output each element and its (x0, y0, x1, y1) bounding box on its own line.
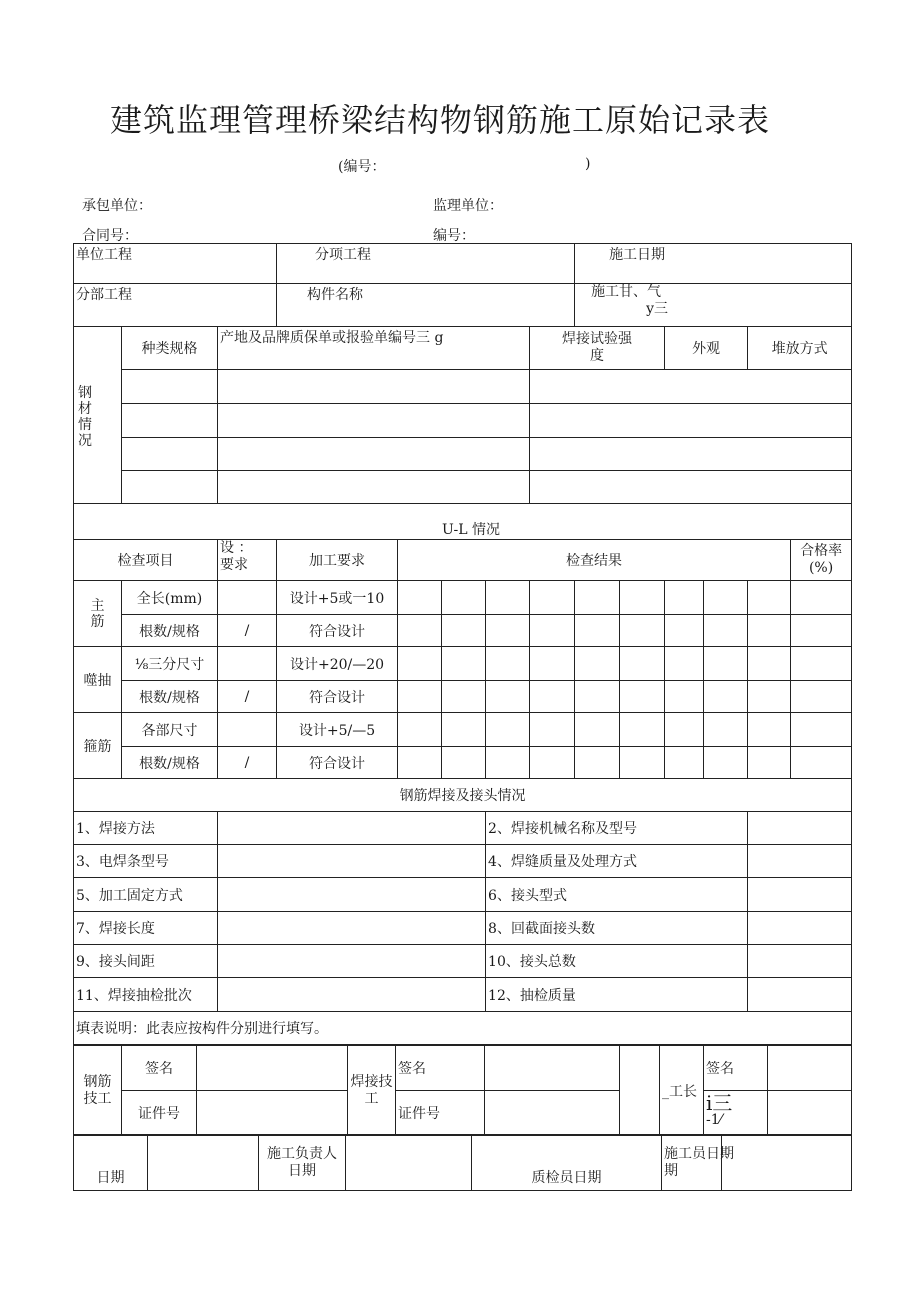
sub-item-label: 分项工程 (277, 244, 575, 284)
steel-side-label: 钢材情况 (78, 385, 92, 449)
design-value (218, 581, 277, 615)
result-cell[interactable] (704, 681, 748, 713)
welding-value-cell[interactable] (748, 912, 852, 945)
worker-line1: 施工员日期 (664, 1145, 734, 1162)
worker-date-cell[interactable] (722, 1135, 852, 1191)
note-row (74, 1012, 852, 1045)
date-label: 日期 (74, 1135, 148, 1191)
process-requirement: 符合设计 (277, 747, 398, 779)
steel-origin-cell[interactable] (218, 404, 530, 438)
steel-blank-row (74, 370, 852, 404)
welding-row (74, 945, 852, 978)
number-label: 编号： (433, 228, 475, 244)
processing-row (74, 647, 852, 681)
welding-row (74, 878, 852, 912)
steel-spec-cell[interactable] (122, 404, 218, 438)
group-label-cell (74, 581, 122, 647)
result-cell[interactable] (665, 747, 704, 779)
origin-header: 产地及品牌质保单或报验单编号三 g (218, 327, 530, 370)
contract-no-label: 合同号： (82, 228, 138, 244)
foreman-label: _工长 (660, 1046, 704, 1136)
worker-line2: 期 (664, 1162, 678, 1179)
result-cell[interactable] (748, 615, 791, 647)
welder-label (348, 1046, 396, 1136)
result-cell[interactable] (665, 681, 704, 713)
welder-sign-cell[interactable] (485, 1046, 620, 1091)
design-req-line2: 要求 (220, 557, 248, 573)
result-cell[interactable] (398, 713, 442, 747)
check-item: 根数/规格 (122, 681, 218, 713)
lead-line1: 施工负责人 (267, 1145, 337, 1162)
welding-value-cell[interactable] (748, 845, 852, 878)
welding-value-cell[interactable] (218, 878, 486, 912)
pass-rate-cell[interactable] (791, 647, 852, 681)
design-req-header (218, 540, 277, 581)
welding-item-label: 1、焊接方法 (74, 812, 218, 845)
check-item: 各部尺寸 (122, 713, 218, 747)
welding-item-label: 9、接头间距 (74, 945, 218, 978)
result-cell[interactable] (665, 615, 704, 647)
result-cell[interactable] (530, 747, 575, 779)
check-item: 根数/规格 (122, 747, 218, 779)
date-table (73, 1134, 852, 1191)
result-cell[interactable] (398, 647, 442, 681)
process-requirement: 符合设计 (277, 681, 398, 713)
construction-date-label: 施工日期 (575, 244, 852, 284)
welding-value-cell[interactable] (218, 912, 486, 945)
result-cell[interactable] (442, 647, 486, 681)
record-table (73, 243, 852, 1045)
pass-rate-line1: 合格率 (800, 543, 843, 559)
result-cell[interactable] (620, 681, 665, 713)
unit-project-label: 单位工程 (74, 244, 277, 284)
processing-title-row (74, 504, 852, 540)
welding-value-cell[interactable] (218, 812, 486, 845)
weather-line2: y三 (646, 301, 668, 317)
process-requirement: 设计+5或一10 (277, 581, 398, 615)
result-cell[interactable] (486, 615, 530, 647)
steel-origin-cell[interactable] (218, 438, 530, 471)
weather-cell (575, 284, 852, 327)
steel-result-cell[interactable] (530, 404, 852, 438)
steel-worker-cert-cell[interactable] (197, 1091, 348, 1136)
welding-value-cell[interactable] (218, 978, 486, 1012)
steel-spec-cell[interactable] (122, 471, 218, 504)
design-req-line1: 设 ： (220, 540, 253, 556)
steel-result-cell[interactable] (530, 438, 852, 471)
welder-cert-cell[interactable] (485, 1091, 620, 1136)
weld-strength-line2: 度 (590, 348, 605, 364)
result-cell[interactable] (398, 581, 442, 615)
result-cell[interactable] (486, 647, 530, 681)
weather-line1: 施工甘、气 (591, 284, 662, 300)
lead-line2: 日期 (288, 1162, 316, 1179)
steel-spec-cell[interactable] (122, 438, 218, 471)
signature-table (73, 1045, 852, 1136)
info-row-1 (74, 244, 852, 284)
stacking-header: 堆放方式 (748, 327, 852, 370)
welding-row (74, 845, 852, 878)
welding-item-label: 6、接头型式 (486, 878, 748, 912)
result-cell[interactable] (575, 647, 620, 681)
result-cell[interactable] (530, 615, 575, 647)
result-cell[interactable] (575, 681, 620, 713)
result-cell[interactable] (748, 747, 791, 779)
processing-row (74, 713, 852, 747)
spacer-cell (620, 1046, 660, 1136)
signature-row-2 (74, 1091, 852, 1136)
result-cell[interactable] (575, 713, 620, 747)
check-result-header: 检查结果 (398, 540, 791, 581)
group-label: 噬抽 (83, 672, 112, 689)
result-cell[interactable] (665, 647, 704, 681)
result-cell[interactable] (398, 747, 442, 779)
welding-item-label: 7、焊接长度 (74, 912, 218, 945)
result-cell[interactable] (704, 713, 748, 747)
result-cell[interactable] (748, 581, 791, 615)
welder-line2: 工 (364, 1090, 379, 1107)
steel-worker-sign-cell[interactable] (197, 1046, 348, 1091)
pass-rate-cell[interactable] (791, 615, 852, 647)
result-cell[interactable] (620, 747, 665, 779)
result-cell[interactable] (748, 713, 791, 747)
result-cell[interactable] (620, 581, 665, 615)
result-cell[interactable] (530, 581, 575, 615)
result-cell[interactable] (442, 681, 486, 713)
check-item: 根数/规格 (122, 615, 218, 647)
result-cell[interactable] (575, 747, 620, 779)
result-cell[interactable] (704, 581, 748, 615)
contractor-label: 承包单位： (82, 198, 152, 214)
steel-spec-cell[interactable] (122, 370, 218, 404)
welding-item-label: 5、加工固定方式 (74, 878, 218, 912)
welding-value-cell[interactable] (748, 812, 852, 845)
result-cell[interactable] (442, 713, 486, 747)
result-cell[interactable] (620, 647, 665, 681)
page-title: 建筑监理管理桥梁结构物钢筋施工原始记录表 (109, 101, 770, 139)
result-cell[interactable] (486, 747, 530, 779)
steel-worker-line2: 技工 (83, 1090, 112, 1107)
group-label: 箍筋 (83, 738, 112, 755)
spec-header: 种类规格 (122, 327, 218, 370)
pass-rate-line2: (%) (808, 560, 834, 576)
steel-result-cell[interactable] (530, 471, 852, 504)
steel-side-label-cell (74, 327, 122, 504)
result-cell[interactable] (704, 615, 748, 647)
signature-row-1 (74, 1046, 852, 1091)
steel-worker-label (74, 1046, 122, 1136)
pass-rate-header (791, 540, 852, 581)
info-row-2 (74, 284, 852, 327)
sub-part-label: 分部工程 (74, 284, 277, 327)
processing-row (74, 747, 852, 779)
foreman-sign-label: 签名 (704, 1046, 768, 1091)
lead-date-label (259, 1135, 346, 1191)
welding-item-label: 11、焊接抽检批次 (74, 978, 218, 1012)
result-cell[interactable] (620, 713, 665, 747)
steel-worker-cert-label: 证件号 (122, 1091, 197, 1136)
pass-rate-cell[interactable] (791, 681, 852, 713)
welding-value-cell[interactable] (748, 945, 852, 978)
date-cell[interactable] (148, 1135, 259, 1191)
steel-header-row (74, 327, 852, 370)
design-value: / (218, 681, 277, 713)
result-cell[interactable] (704, 647, 748, 681)
welding-row (74, 912, 852, 945)
processing-row (74, 615, 852, 647)
member-name-label: 构件名称 (277, 284, 575, 327)
weld-strength-line1: 焊接试验强 (562, 331, 633, 347)
result-cell[interactable] (398, 615, 442, 647)
process-requirement: 设计+5/—5 (277, 713, 398, 747)
pass-rate-cell[interactable] (791, 581, 852, 615)
group-label: 主筋 (90, 597, 105, 630)
welding-value-cell[interactable] (748, 878, 852, 912)
design-value (218, 713, 277, 747)
welding-item-label: 10、接头总数 (486, 945, 748, 978)
result-cell[interactable] (442, 747, 486, 779)
odd-line1: i三 (706, 1091, 733, 1115)
foreman-sign-cell[interactable] (768, 1046, 852, 1091)
result-cell[interactable] (486, 713, 530, 747)
result-cell[interactable] (704, 747, 748, 779)
pass-rate-cell[interactable] (791, 713, 852, 747)
process-req-header: 加工要求 (277, 540, 398, 581)
result-cell[interactable] (530, 713, 575, 747)
processing-row (74, 681, 852, 713)
result-cell[interactable] (748, 681, 791, 713)
processing-section-title: U-L 情况 (74, 504, 852, 540)
steel-worker-sign-label: 签名 (122, 1046, 197, 1091)
result-cell[interactable] (398, 681, 442, 713)
qc-date-label: 质检员日期 (472, 1135, 662, 1191)
check-item: ⅛三分尺寸 (122, 647, 218, 681)
odd-line2: -1⁄ (706, 1112, 722, 1128)
result-cell[interactable] (748, 647, 791, 681)
supervisor-label: 监理单位： (433, 198, 503, 214)
group-label-cell (74, 713, 122, 779)
result-cell[interactable] (665, 713, 704, 747)
welding-item-label: 2、焊接机械名称及型号 (486, 812, 748, 845)
result-cell[interactable] (665, 581, 704, 615)
process-requirement: 设计+20/—20 (277, 647, 398, 681)
appearance-header: 外观 (665, 327, 748, 370)
welder-line1: 焊接技 (350, 1073, 393, 1090)
process-requirement: 符合设计 (277, 615, 398, 647)
serial-open-label: (编号： (338, 159, 386, 175)
fill-note: 填表说明：此表应按构件分别进行填写。 (74, 1012, 852, 1045)
weld-strength-header (530, 327, 665, 370)
steel-origin-cell[interactable] (218, 370, 530, 404)
welder-cert-label: 证件号 (396, 1091, 485, 1136)
processing-header-row (74, 540, 852, 581)
welding-value-cell[interactable] (218, 945, 486, 978)
welder-sign-label: 签名 (396, 1046, 485, 1091)
pass-rate-cell[interactable] (791, 747, 852, 779)
worker-date-label (662, 1135, 734, 1191)
steel-blank-row (74, 471, 852, 504)
foreman-odd-cell (704, 1091, 768, 1136)
date-row (74, 1135, 852, 1191)
steel-worker-line1: 钢筋 (83, 1073, 112, 1090)
welding-value-cell[interactable] (748, 978, 852, 1012)
group-label-cell (74, 647, 122, 713)
welding-title-row (74, 779, 852, 812)
result-cell[interactable] (530, 681, 575, 713)
design-value (218, 647, 277, 681)
steel-blank-row (74, 404, 852, 438)
welding-item-label: 3、电焊条型号 (74, 845, 218, 878)
welding-value-cell[interactable] (218, 845, 486, 878)
design-value: / (218, 615, 277, 647)
steel-result-cell[interactable] (530, 370, 852, 404)
steel-blank-row (74, 438, 852, 471)
foreman-cert-cell[interactable] (768, 1091, 852, 1136)
result-cell[interactable] (486, 681, 530, 713)
serial-close-label: ) (585, 156, 591, 172)
result-cell[interactable] (442, 581, 486, 615)
welding-row (74, 978, 852, 1012)
processing-row (74, 581, 852, 615)
check-item: 全长(mm) (122, 581, 218, 615)
welding-item-label: 4、焊缝质量及处理方式 (486, 845, 748, 878)
result-cell[interactable] (575, 581, 620, 615)
design-value: / (218, 747, 277, 779)
welding-item-label: 12、抽检质量 (486, 978, 748, 1012)
check-item-header: 检查项目 (74, 540, 218, 581)
result-cell[interactable] (486, 581, 530, 615)
lead-date-cell[interactable] (346, 1135, 472, 1191)
welding-row (74, 812, 852, 845)
welding-section-title: 钢筋焊接及接头情况 (74, 779, 852, 812)
result-cell[interactable] (575, 615, 620, 647)
result-cell[interactable] (620, 615, 665, 647)
result-cell[interactable] (442, 615, 486, 647)
welding-item-label: 8、回截面接头数 (486, 912, 748, 945)
result-cell[interactable] (530, 647, 575, 681)
steel-origin-cell[interactable] (218, 471, 530, 504)
